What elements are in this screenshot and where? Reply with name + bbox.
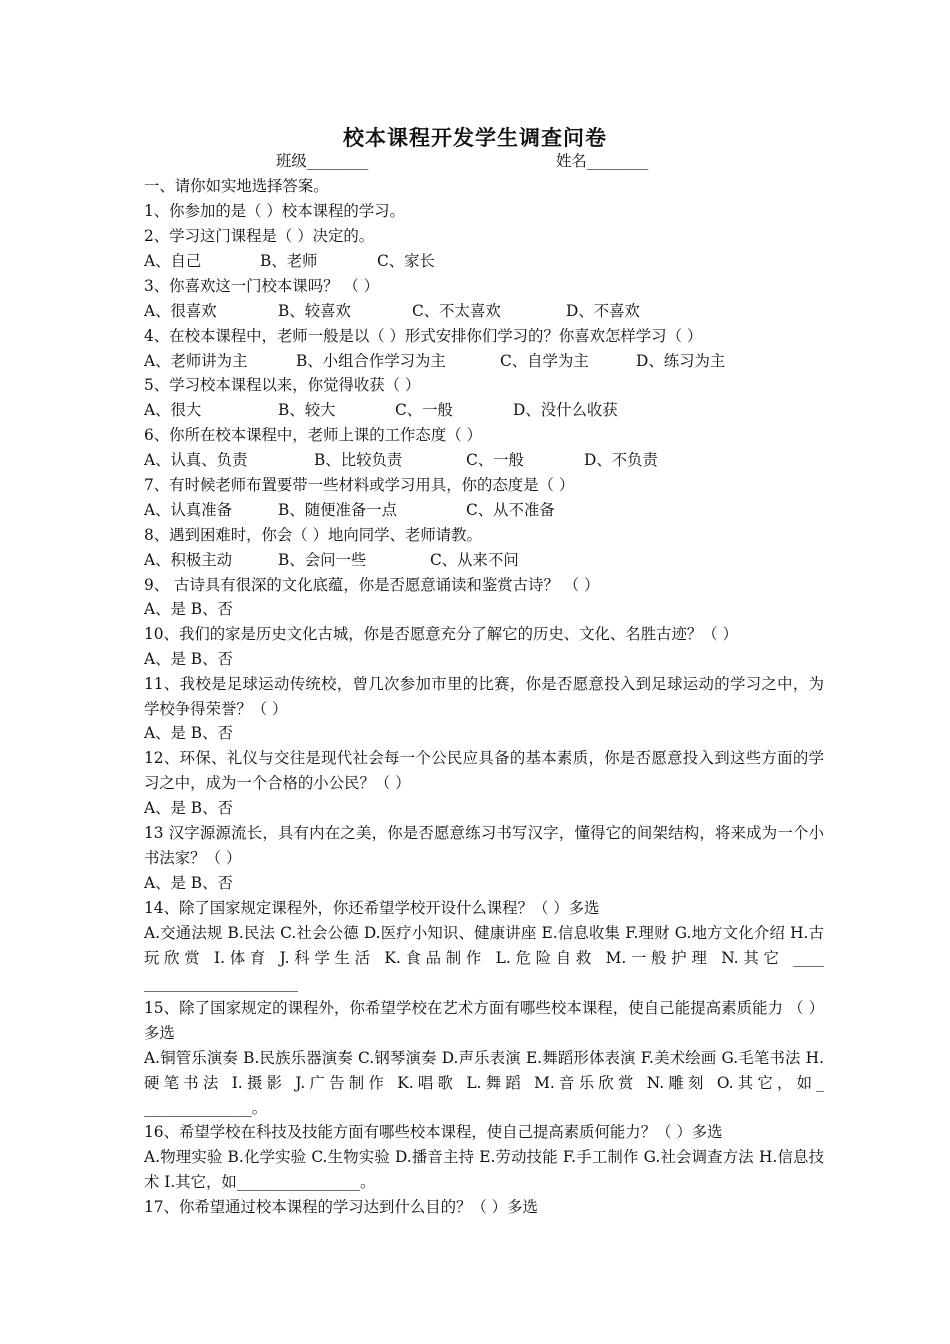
option: C、一般 (395, 401, 453, 419)
option: D、练习为主 (636, 352, 726, 370)
question-4-options (144, 351, 824, 371)
question-13-options: A、是 B、否 (144, 874, 233, 892)
option: A、很喜欢 (144, 302, 217, 320)
question-7-options (144, 500, 824, 520)
class-field: 班级________ (276, 152, 369, 170)
question-11-options: A、是 B、否 (144, 724, 233, 742)
page-title: 校本课程开发学生调查问卷 (343, 126, 607, 150)
question-15-options: A.铜管乐演奏 B.民族乐器演奏 C.钢琴演奏 D.声乐表演 E.舞蹈形体表演 F.美术绘画 G.毛笔书法 H.硬笔书法 I.摄影 J.广告制作 K.唱歌 L.舞蹈 M.音乐欣赏 N.雕刻 O.其它，如_ (144, 1049, 824, 1092)
question-9: 9、 古诗具有很深的文化底蕴，你是否愿意诵读和鉴赏古诗？ （ ） (144, 576, 600, 594)
option: C、不太喜欢 (412, 302, 501, 320)
question-3: 3、你喜欢这一门校本课吗？ （ ） (144, 277, 380, 295)
question-14-blank: ____________________ (144, 974, 298, 992)
option: B、较大 (278, 401, 336, 419)
question-12: 12、环保、礼仪与交往是现代社会每一个公民应具备的基本素质，你是否愿意投入到这些方面的学习之中，成为一个合格的小公民？（ ） (144, 749, 824, 792)
option: A、认真准备 (144, 501, 233, 519)
option: B、随便准备一点 (278, 501, 398, 519)
question-5-options (144, 400, 824, 420)
question-17: 17、你希望通过校本课程的学习达到什么目的？（ ）多选 (144, 1198, 538, 1216)
question-6: 6、你所在校本课程中，老师上课的工作态度（ ） (144, 426, 482, 444)
question-6-options (144, 450, 824, 470)
option: A、积极主动 (144, 551, 233, 569)
question-14-options: A.交通法规 B.民法 C.社会公德 D.医疗小知识、健康讲座 E.信息收集 F.理财 G.地方文化介绍 H.古玩欣赏 I.体育 J.科学生活 K.食品制作 L.危险自救 M.一般护理 N.其它 ____ (144, 924, 824, 967)
option: D、没什么收获 (513, 401, 618, 419)
option: D、不负责 (584, 451, 658, 469)
option: B、较喜欢 (278, 302, 351, 320)
option: A、很大 (144, 401, 202, 419)
name-field: 姓名________ (556, 152, 649, 170)
section-heading: 一、请你如实地选择答案。 (144, 177, 329, 195)
question-15: 15、除了国家规定的课程外，你希望学校在艺术方面有哪些校本课程，使自己能提高素质能力 （ ）多选 (144, 999, 824, 1042)
question-13: 13 汉字源源流长，具有内在之美，你是否愿意练习书写汉字，懂得它的间架结构，将来成为一个小书法家？（ ） (144, 824, 824, 867)
question-8-options (144, 550, 824, 570)
option: C、从来不问 (430, 551, 519, 569)
option: B、会问一些 (278, 551, 367, 569)
question-2-options (144, 251, 824, 271)
option: C、自学为主 (500, 352, 589, 370)
question-14: 14、除了国家规定课程外，你还希望学校开设什么课程？（ ）多选 (144, 899, 600, 917)
option: C、家长 (377, 252, 435, 270)
question-3-options (144, 301, 824, 321)
question-4: 4、在校本课程中，老师一般是以（ ）形式安排你们学习的？你喜欢怎样学习（ ） (144, 327, 703, 345)
question-8: 8、遇到困难时，你会（ ）地向同学、老师请教。 (144, 526, 482, 544)
question-9-options: A、是 B、否 (144, 600, 233, 618)
question-15-blank: ______________。 (144, 1099, 268, 1117)
question-10-options: A、是 B、否 (144, 650, 233, 668)
question-11: 11、我校是足球运动传统校，曾几次参加市里的比赛，你是否愿意投入到足球运动的学习之中，为学校争得荣誉？（ ） (144, 675, 824, 718)
option: C、一般 (466, 451, 524, 469)
option: B、比较负责 (314, 451, 403, 469)
question-16-options: A.物理实验 B.化学实验 C.生物实验 D.播音主持 E.劳动技能 F.手工制作 G.社会调查方法 H.信息技术 I.其它，如________________。 (144, 1148, 824, 1191)
option: A、认真、负责 (144, 451, 248, 469)
question-16: 16、希望学校在科技及技能方面有哪些校本课程，使自己提高素质何能力？（ ）多选 (144, 1123, 723, 1141)
option: A、老师讲为主 (144, 352, 248, 370)
question-2: 2、学习这门课程是（ ）决定的。 (144, 227, 375, 245)
question-10: 10、我们的家是历史文化古城，你是否愿意充分了解它的历史、文化、名胜古迹？（ ） (144, 625, 738, 643)
question-12-options: A、是 B、否 (144, 799, 233, 817)
option: C、从不准备 (466, 501, 555, 519)
option: B、小组合作学习为主 (296, 352, 446, 370)
question-7: 7、有时候老师布置要带一些材料或学习用具，你的态度是（ ） (144, 476, 575, 494)
option: B、老师 (260, 252, 318, 270)
option: A、自己 (144, 252, 202, 270)
question-1: 1、你参加的是（ ）校本课程的学习。 (144, 202, 405, 220)
question-5: 5、学习校本课程以来，你觉得收获（ ） (144, 376, 421, 394)
option: D、不喜欢 (566, 302, 640, 320)
